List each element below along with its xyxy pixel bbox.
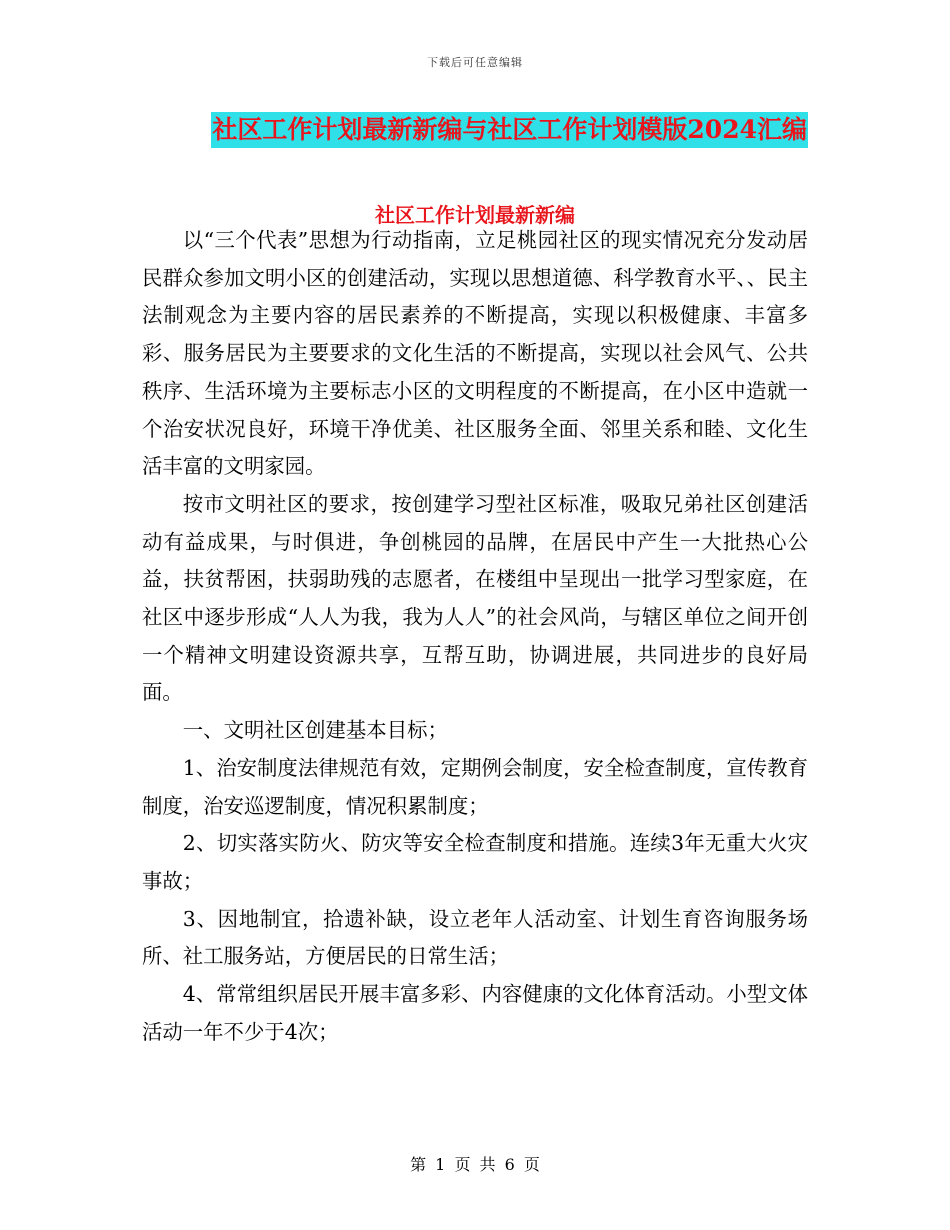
paragraph: 2、切实落实防火、防灾等安全检查制度和措施。连续3年无重大火灾事故； [142,831,808,893]
main-title-container [0,112,950,148]
section-title: 社区工作计划最新新编 [375,203,575,227]
paragraph: 3、因地制宜，拾遗补缺，设立老年人活动室、计划生育咨询服务场所、社工服务站，方便居民的日常生活； [142,906,808,969]
paragraph: 按市文明社区的要求，按创建学习型社区标准，吸取兄弟社区创建活动有益成果，与时俱进，争创桃园的品牌，在居民中产生一大批热心公益，扶贫帮困，扶弱助残的志愿者，在楼组中呈现出一批学习型家庭，在社区中逐步形成“人人为我，我为人人”的社会风尚，与辖区单位之间开创一个精神文明建设资源共享，互帮互助，协调进展，共同进步的良好局面。 [142,491,808,705]
page-footer: 第 1 页 共 6 页 [410,1155,540,1174]
page-header: 下载后可任意编辑 [427,56,523,69]
paragraph: 以“三个代表”思想为行动指南，立足桃园社区的现实情况充分发动居民群众参加文明小区的创建活动，实现以思想道德、科学教育水平、、民主法制观念为主要内容的居民素养的不断提高，实现以积极健康、丰富多彩、服务居民为主要要求的文化生活的不断提高，实现以社会风气、公共秩序、生活环境为主要标志小区的文明程度的不断提高，在小区中造就一个治安状况良好，环境干净优美、社区服务全面、邻里关系和睦、文化生活丰富的文明家园。 [142,228,808,479]
paragraph: 一、文明社区创建基本目标； [182,718,448,743]
paragraph: 4、常常组织居民开展丰富多彩、内容健康的文化体育活动。小型文体活动一年不少于4次； [142,982,808,1044]
document-body [142,222,808,1051]
paragraph: 1、治安制度法律规范有效，定期例会制度，安全检查制度，宣传教育制度，治安巡逻制度，情况积累制度； [142,755,808,818]
main-title: 社区工作计划最新新编与社区工作计划模版2024汇编 [211,112,808,148]
